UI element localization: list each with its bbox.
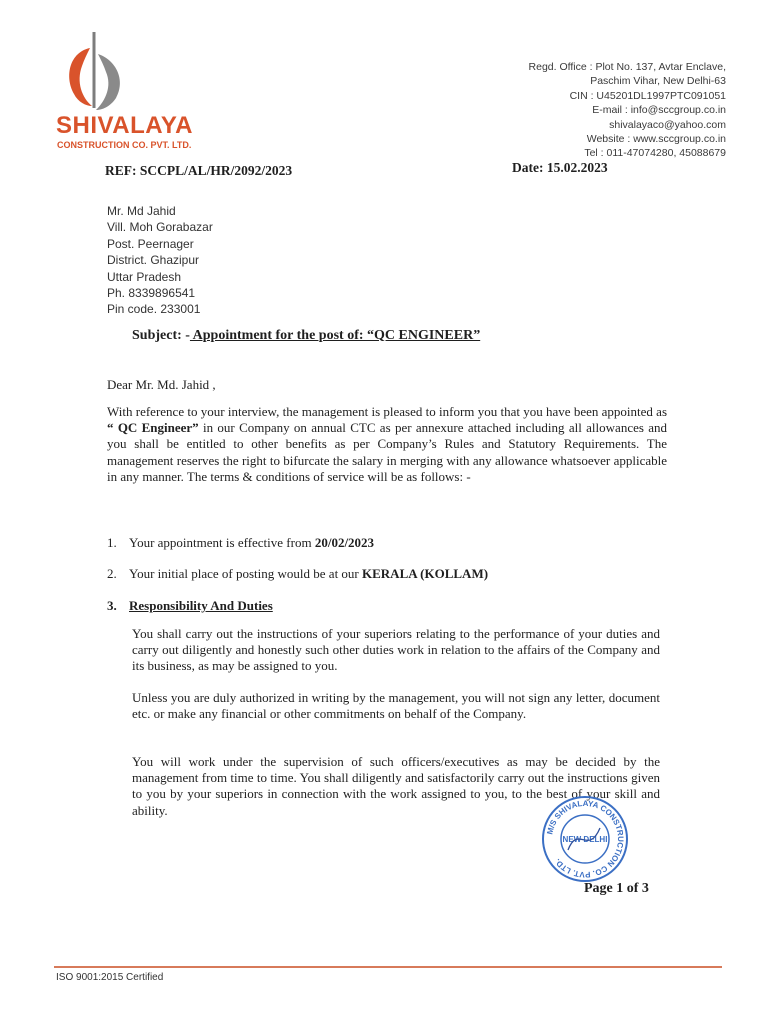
letter-date: Date: 15.02.2023 <box>512 160 608 175</box>
term-number: 1. <box>107 535 117 550</box>
intro-text: With reference to your interview, the management is pleased to inform you that you have been appointed as <box>107 404 667 419</box>
subject-text: Appointment for the post of: “QC ENGINEER” <box>189 328 481 343</box>
intro-paragraph <box>107 404 667 485</box>
term-item <box>107 598 273 614</box>
recipient-line: Uttar Pradesh <box>107 269 182 284</box>
term-item <box>107 566 488 582</box>
cin-line: CIN : U45201DL1997PTC091051 <box>569 89 726 102</box>
term-item <box>107 535 374 551</box>
company-name: SHIVALAYA <box>56 112 193 139</box>
office-address <box>426 60 726 161</box>
email-line: shivalayaco@yahoo.com <box>609 118 726 131</box>
company-subtitle: CONSTRUCTION CO. PVT. LTD. <box>57 140 192 150</box>
subject-prefix: Subject: - <box>132 328 190 343</box>
address-line: Paschim Vihar, New Delhi-63 <box>590 75 726 88</box>
iso-certification: ISO 9001:2015 Certified <box>56 972 164 983</box>
duties-paragraph: You will work under the supervision of such officers/executives as may be decided by the management from time to time. You shall diligently and satisfactorily carry out the instructions given to you by your superiors in connection with the work assigned to you, to the best of your skill and ability. <box>132 754 660 818</box>
website-line: Website : www.sccgroup.co.in <box>586 133 726 146</box>
subject-line <box>132 328 480 344</box>
recipient-line: Vill. Moh Gorabazar <box>107 220 213 235</box>
svg-text:M/S SHIVALAYA CONSTRUCTION CO.: M/S SHIVALAYA CONSTRUCTION CO. PVT. LTD. <box>545 798 626 880</box>
duties-paragraph: You shall carry out the instructions of your superiors relating to the performance of your duties and carry out diligently and honestly such other duties work in relation to the affairs of the Company and its business, as may be assigned to you. <box>132 626 660 674</box>
shivalaya-logo-icon <box>60 30 130 114</box>
effective-date: 20/02/2023 <box>314 535 375 550</box>
page-number: Page 1 of 3 <box>584 881 649 896</box>
position-title: “ QC Engineer” <box>107 420 199 436</box>
phone-line: Tel : 011-47074280, 45088679 <box>584 147 726 160</box>
recipient-line: District. Ghazipur <box>107 253 200 268</box>
reference-number: REF: SCCPL/AL/HR/2092/2023 <box>105 163 293 178</box>
recipient-line: Pin code. 233001 <box>107 302 201 317</box>
recipient-line: Ph. 8339896541 <box>107 286 196 301</box>
email-line: E-mail : info@sccgroup.co.in <box>592 104 726 117</box>
section-heading: Responsibility And Duties <box>129 598 273 613</box>
duties-paragraph: Unless you are duly authorized in writing by the management, you will not sign any letter, document etc. or make any financial or other commitments on behalf of the Company. <box>132 690 660 722</box>
term-number: 2. <box>107 566 117 581</box>
footer-divider <box>54 966 722 968</box>
recipient-line: Post. Peernager <box>107 236 194 251</box>
intro-text: in our Company on annual CTC as per annexure attached including all allowances and you shall be entitled to other benefits as per Company’s Rules and Statutory Requirements. The management reserves the right to bifurcate the salary in merging with any allowance whatsoever applicable in any manner. The terms & conditions of service will be as follows: - <box>107 420 667 484</box>
salutation: Dear Mr. Md. Jahid , <box>107 377 216 392</box>
company-stamp <box>540 794 630 884</box>
term-text: Your appointment is effective from <box>129 535 315 550</box>
address-line: Regd. Office : Plot No. 137, Avtar Enclave, <box>528 61 726 73</box>
term-number: 3. <box>107 598 117 613</box>
term-text: Your initial place of posting would be at our <box>129 566 363 581</box>
svg-text:NEW DELHI: NEW DELHI <box>562 835 608 844</box>
posting-location: KERALA (KOLLAM) <box>362 566 489 581</box>
recipient-line: Mr. Md Jahid <box>107 204 176 218</box>
recipient-address <box>107 203 213 318</box>
